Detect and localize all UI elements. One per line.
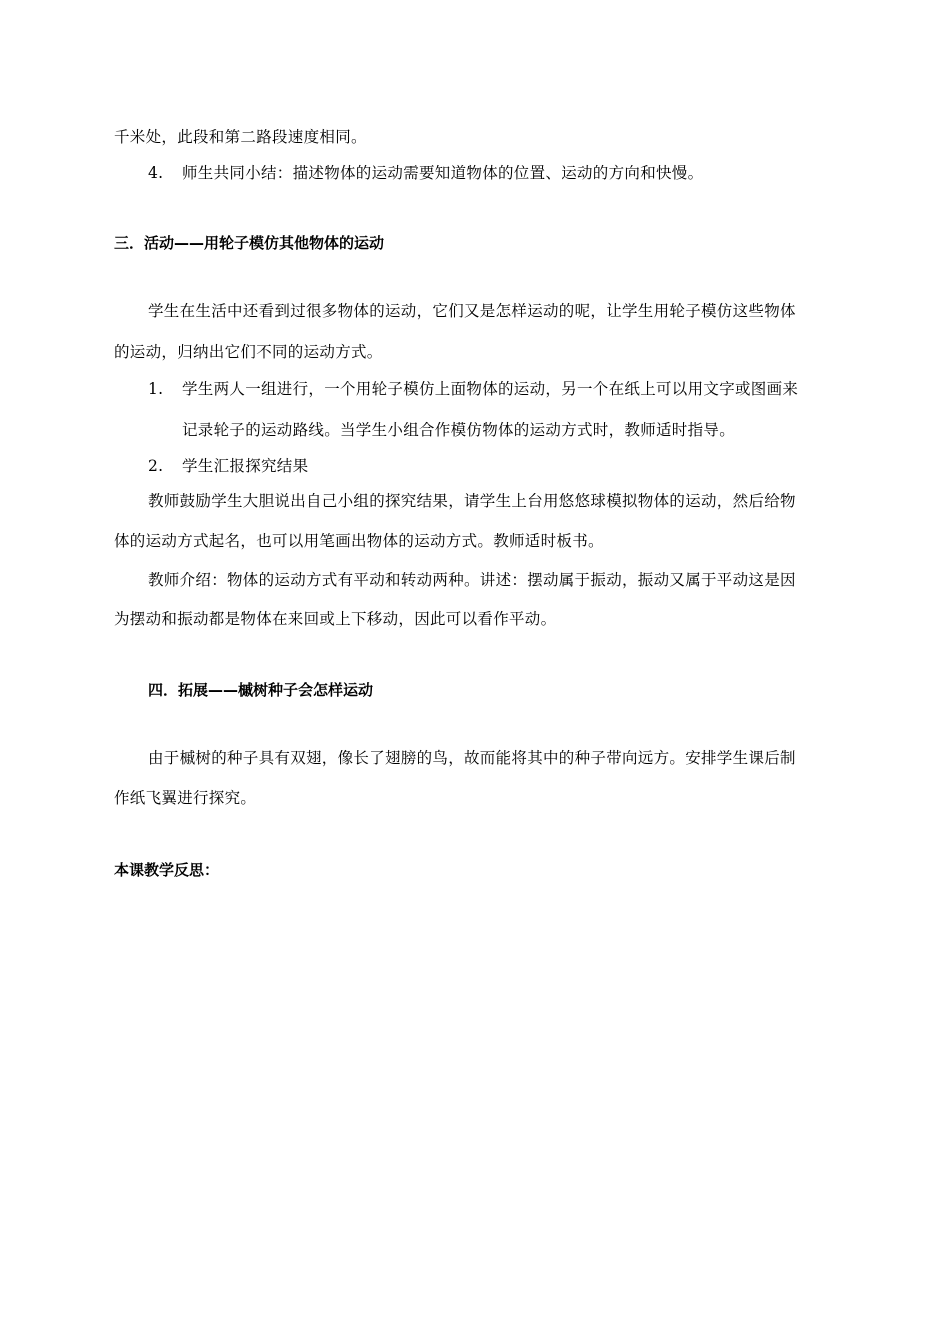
section-3-heading: 三．活动——用轮子模仿其他物体的运动 [114, 234, 385, 252]
section-3-paragraph-1-line-1: 学生在生活中还看到过很多物体的运动，它们又是怎样运动的呢，让学生用轮子模仿这些物体 [148, 302, 796, 320]
list-number: 1. [148, 380, 164, 398]
section-4-paragraph-line-2: 作纸飞翼进行探究。 [114, 789, 257, 807]
section-3-paragraph-3-line-1: 教师介绍：物体的运动方式有平动和转动两种。讲述：摆动属于振动，振动又属于平动这是因 [148, 571, 796, 589]
paragraph-continuation: 千米处，此段和第二路段速度相同。 [114, 128, 367, 146]
section-4-heading: 四．拓展——槭树种子会怎样运动 [148, 681, 374, 699]
reflection-heading: 本课教学反思： [114, 861, 220, 879]
section-3-paragraph-2-line-1: 教师鼓励学生大胆说出自己小组的探究结果，请学生上台用悠悠球模拟物体的运动，然后给物 [148, 492, 796, 510]
section-3-paragraph-1-line-2: 的运动，归纳出它们不同的运动方式。 [114, 343, 383, 361]
section-3-list-item-1 [148, 379, 798, 399]
list-item-text: 师生共同小结：描述物体的运动需要知道物体的位置、运动的方向和快慢。 [182, 164, 704, 182]
section-3-list-item-1-line-2: 记录轮子的运动路线。当学生小组合作模仿物体的运动方式时，教师适时指导。 [182, 421, 736, 439]
section-3-paragraph-3-line-2: 为摆动和振动都是物体在来回或上下移动，因此可以看作平动。 [114, 610, 557, 628]
list-number: 4. [148, 164, 164, 182]
list-number: 2. [148, 457, 164, 475]
list-item-text: 学生汇报探究结果 [182, 457, 309, 475]
section-4-paragraph-line-1: 由于槭树的种子具有双翅，像长了翅膀的鸟，故而能将其中的种子带向远方。安排学生课后制 [148, 749, 796, 767]
list-item-4 [148, 163, 703, 183]
section-3-list-item-2 [148, 456, 308, 476]
list-item-text: 学生两人一组进行，一个用轮子模仿上面物体的运动，另一个在纸上可以用文字或图画来 [182, 380, 799, 398]
section-3-paragraph-2-line-2: 体的运动方式起名，也可以用笔画出物体的运动方式。教师适时板书。 [114, 532, 604, 550]
